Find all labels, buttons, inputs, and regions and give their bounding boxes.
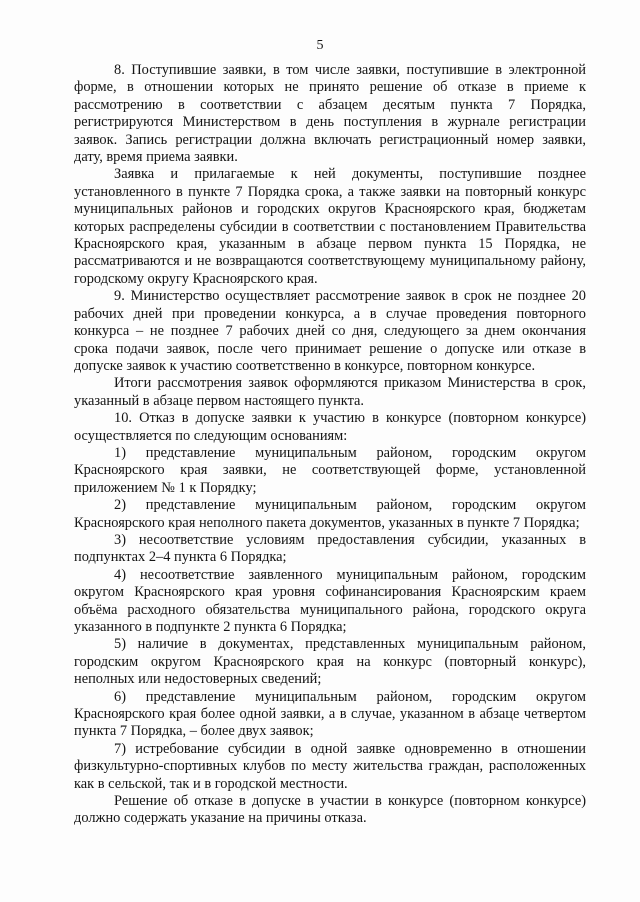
paragraph-item-8: 8. Поступившие заявки, в том числе заявки, поступившие в электронной форме, в отношении которых не принято решение об отказе в приеме к рассмотрению в соответствии с абзацем десятым пункта 7 Порядка, регистрируются Министерством в день поступления в журнале регистрации заявок. Запись регистрации должна включать регистрационный номер заявки, дату, время приема заявки. <box>74 62 586 166</box>
list-item-3: 3) несоответствие условиям предоставления субсидии, указанных в подпунктах 2–4 пункта 6 Порядка; <box>74 531 586 566</box>
page-number: 5 <box>316 38 324 53</box>
list-item-4: 4) несоответствие заявленного муниципальным районом, городским округом Красноярского края уровня софинансирования Красноярским краем объёма расходного обязательства муниципального района, городского округа указанного в подпункте 2 пункта 6 Порядка; <box>74 566 586 635</box>
list-item-2: 2) представление муниципальным районом, городским округом Красноярского края неполного пакета документов, указанных в пункте 7 Порядка; <box>74 497 586 531</box>
list-item-1: 1) представление муниципальным районом, городским округом Красноярского края заявки, не соответствующей форме, установленной приложением № 1 к Порядку; <box>74 444 586 496</box>
list-item-5: 5) наличие в документах, представленных муниципальным районом, городским округом Красноярского края на конкурс (повторный конкурс), неполных или недостоверных сведений; <box>74 636 586 688</box>
document-body <box>74 62 586 828</box>
list-item-7: 7) истребование субсидии в одной заявке одновременно в отношении физкультурно-спортивных клубов по месту жительства граждан, расположенных как в сельской, так и в городской местности. <box>74 740 586 792</box>
paragraph-review-results: Итоги рассмотрения заявок оформляются приказом Министерства в срок, указанный в абзаце первом настоящего пункта. <box>74 375 586 409</box>
paragraph-item-9: 9. Министерство осуществляет рассмотрение заявок в срок не позднее 20 рабочих дней при проведении конкурса, а в случае проведения повторного конкурса – не позднее 7 рабочих дней со дня, следующего за днем окончания срока подачи заявок, после чего принимает решение о допуске или отказе в допуске заявок к участию соответственно в конкурсе, повторном конкурсе. <box>74 288 586 374</box>
paragraph-item-10: 10. Отказ в допуске заявки к участию в конкурсе (повторном конкурсе) осуществляется по следующим основаниям: <box>74 410 586 444</box>
paragraph-late-applications: Заявка и прилагаемые к ней документы, поступившие позднее установленного в пункте 7 Порядка срока, а также заявки на повторный конкурс муниципальных районов и городских округов Красноярского края, бюджетам которых распределены субсидии в соответствии с постановлением Правительства Красноярского края, указанным в абзаце первом пункта 15 Порядка, не рассматриваются и не возвращаются соответствующему муниципальному району, городскому округу Красноярского края. <box>74 166 586 287</box>
paragraph-refusal-reasons: Решение об отказе в допуске в участии в конкурсе (повторном конкурсе) должно содержать указание на причины отказа. <box>74 793 586 827</box>
list-item-6: 6) представление муниципальным районом, городским округом Красноярского края более одной заявки, а в случае, указанном в абзаце четвертом пункта 7 Порядка, – более двух заявок; <box>74 688 586 740</box>
